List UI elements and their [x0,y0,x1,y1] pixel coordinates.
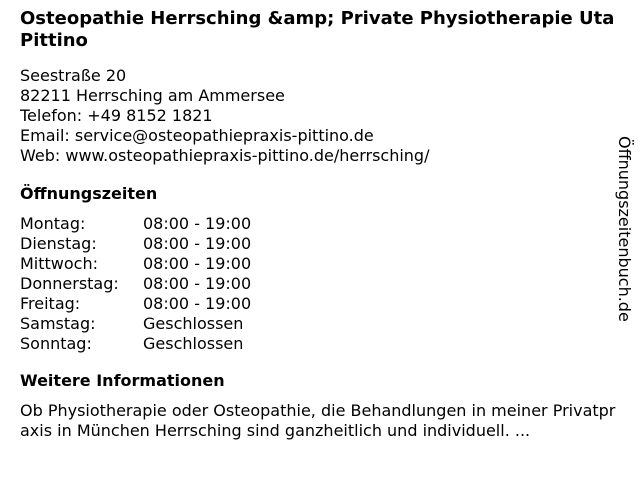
opening-hours-heading: Öffnungszeiten [20,184,158,203]
day-label: Freitag: [20,294,81,313]
hours-value: 08:00 - 19:00 [143,274,252,293]
hours-row-monday [20,214,251,234]
hours-row-wednesday [20,254,251,274]
hours-value: 08:00 - 19:00 [143,294,252,313]
further-info-heading: Weitere Informationen [20,371,225,390]
further-info-text: Ob Physiotherapie oder Osteopathie, die Behandlungen in meiner Privatpraxis in München Herrsching sind ganzheitlich und individuell. ... [20,401,616,440]
business-info-card [20,8,624,441]
hours-row-sunday [20,334,251,354]
day-label: Montag: [20,214,86,233]
business-title: Osteopathie Herrsching &amp; Private Physiotherapie Uta Pittino [20,8,615,51]
street-address: Seestraße 20 [20,66,127,85]
phone-line: Telefon: +49 8152 1821 [20,106,213,125]
day-label: Mittwoch: [20,254,98,273]
hours-row-thursday [20,274,251,294]
website-line: Web: www.osteopathiepraxis-pittino.de/herrsching/ [20,146,430,165]
city-address: 82211 Herrsching am Ammersee [20,86,285,105]
email-line: Email: service@osteopathiepraxis-pittino.de [20,126,374,145]
hours-value: 08:00 - 19:00 [143,214,252,233]
day-label: Samstag: [20,314,96,333]
hours-row-tuesday [20,234,251,254]
hours-value: 08:00 - 19:00 [143,234,252,253]
hours-value: Geschlossen [143,314,244,333]
hours-row-friday [20,294,251,314]
day-label: Dienstag: [20,234,97,253]
site-watermark: Öffnungszeitenbuch.de [615,136,634,322]
day-label: Donnerstag: [20,274,119,293]
address-block [20,66,624,166]
hours-value: Geschlossen [143,334,244,353]
hours-row-saturday [20,314,251,334]
opening-hours-table [20,214,251,354]
hours-value: 08:00 - 19:00 [143,254,252,273]
day-label: Sonntag: [20,334,92,353]
